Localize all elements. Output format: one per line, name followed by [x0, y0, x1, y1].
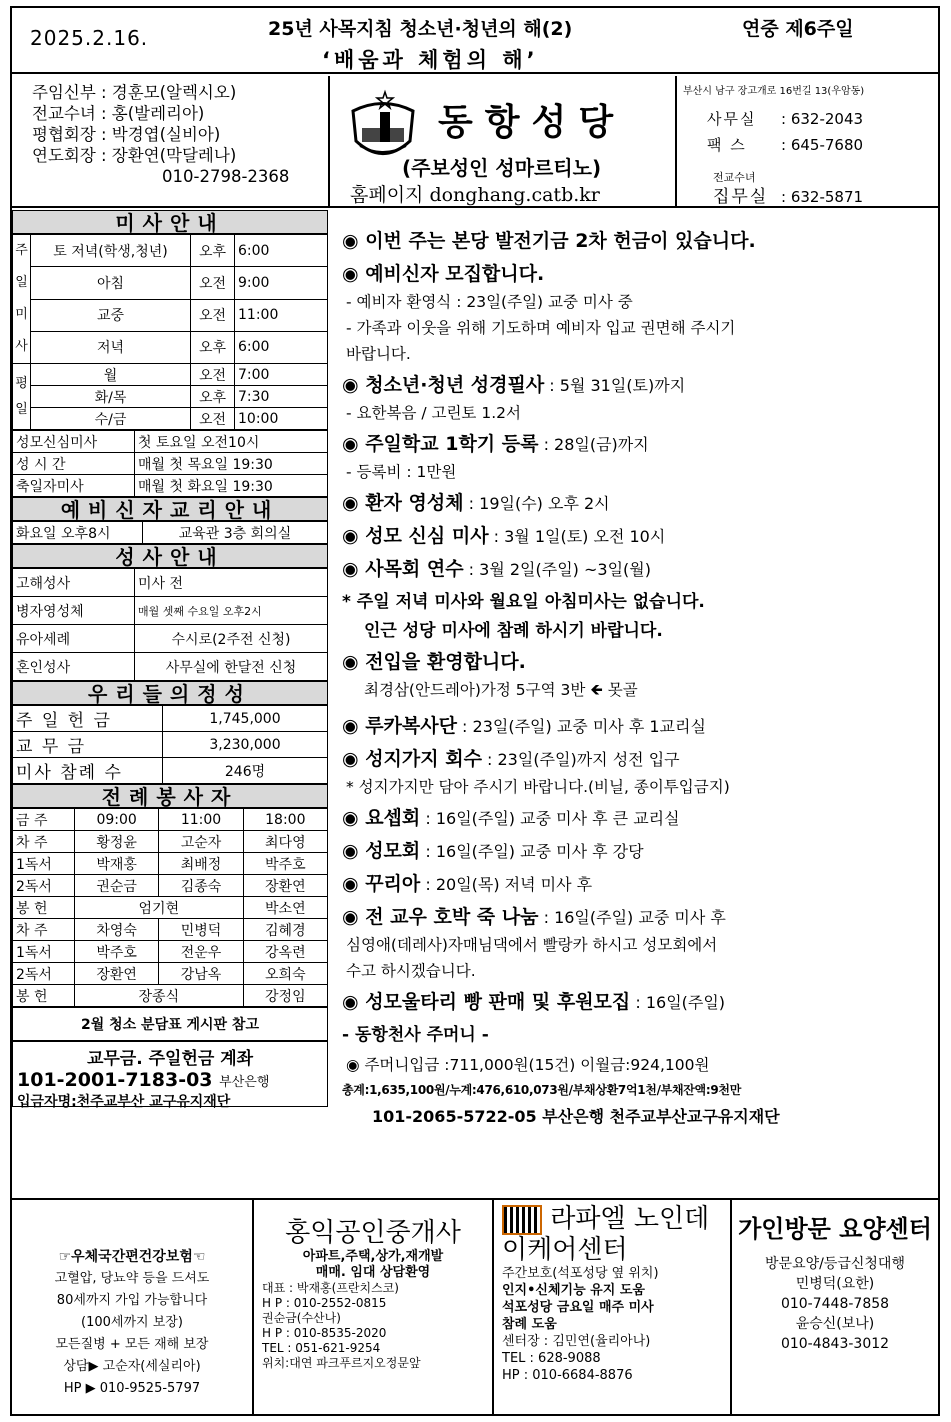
pouch-bank: 101-2065-5722-05 부산은행 천주교부산교구유지재단 — [372, 1107, 780, 1126]
pastoral-year: 25년 사목지침 청소년·청년의 해(2) — [268, 18, 573, 40]
ad-line: 매매. 임대 상담환영 — [315, 1265, 431, 1280]
sacraments-title: 성사안내 — [12, 544, 328, 568]
table-row: 저녁 오후 6:00 — [13, 331, 328, 363]
ad-line: HP ▶ 010-9525-5797 — [63, 1381, 201, 1396]
table-row: 성모신심미사 첫 토요일 오전10시 — [13, 431, 328, 453]
notice-item: - 등록비 : 1만원 — [346, 463, 457, 481]
staff-line: 주임신부 : 경훈모(알렉시오) — [32, 83, 237, 102]
notice-item: * 주일 저녁 미사와 월요일 아침미사는 없습니다. — [342, 592, 705, 612]
table-row: 화/목 오후 7:30 — [13, 386, 328, 408]
ad-insurance — [12, 1200, 254, 1416]
table-row: 병자영성체 매월 셋째 수요일 오후2시 — [13, 597, 328, 625]
pouch-total: 총계:1,635,100원/누계:476,610,073원/부채상환7억1천/부채잔액:9천만 — [342, 1083, 741, 1097]
staff-phone: 010-2798-2368 — [162, 167, 290, 186]
table-row: 차 주 황정윤 고순자 최다영 — [13, 831, 328, 853]
notice-item: ◉ 성모울타리 빵 판매 및 후원모집 : 16일(주일) — [342, 991, 726, 1013]
finance-title: 우리들의정성 — [12, 681, 328, 705]
ad-line: 권순금(수산나) — [262, 1311, 341, 1325]
staff-line: 평협회장 : 박경엽(실비아) — [32, 125, 221, 144]
ad-title: 가인방문 요양센터 — [738, 1215, 932, 1243]
pouch-line: ◉ 주머니입금 :711,000원(15건) 이월금:924,100원 — [346, 1056, 710, 1074]
notice-item: ◉ 꾸리아 : 20일(목) 저녁 미사 후 — [342, 873, 593, 895]
ad-line: 010-7448-7858 — [780, 1296, 890, 1312]
homepage-link[interactable]: 홈페이지 donghang.catb.kr — [350, 184, 600, 206]
ad-line: 아파트,주택,상가,재개발 — [302, 1249, 444, 1264]
table-row: 교중 오전 11:00 — [13, 299, 328, 331]
ad-line: 참례 도움 — [502, 1316, 557, 1332]
table-row: 금 주 09:00 11:00 18:00 — [13, 809, 328, 831]
ad-line: 80세까지 가입 가능합니다 — [56, 1293, 208, 1308]
ad-line: HP : 010-6684-8876 — [502, 1367, 633, 1383]
ad-line: 모든질병 + 모든 재해 보장 — [55, 1337, 209, 1352]
table-row: 주 일 미 사 토 저녁(학생,청년) 오후 6:00 — [13, 235, 328, 267]
account-holder: 입금자명:천주교부산 교구유지재단 — [17, 1094, 231, 1110]
ad-realty — [254, 1200, 494, 1416]
ad-line: H P : 010-8535-2020 — [262, 1326, 387, 1340]
catechumen-table — [12, 521, 328, 544]
table-row: 혼인성사 사무실에 한달전 신청 — [13, 653, 328, 681]
ad-line: 대표 : 박재홍(프란치스코) — [262, 1281, 399, 1295]
notices-list — [342, 226, 932, 1045]
table-row: 화요일 오후8시 교육관 3층 회의실 — [13, 522, 328, 544]
patron-saint: (주보성인 성마르티노) — [402, 156, 602, 180]
church-logo-box — [330, 76, 677, 208]
ad-line: H P : 010-2552-0815 — [262, 1296, 387, 1310]
notice-item: ◉ 요셉회 : 16일(주일) 교중 미사 후 큰 교리실 — [342, 807, 680, 829]
ad-line: 010-4843-3012 — [780, 1336, 890, 1352]
ad-daycare — [494, 1200, 732, 1416]
ad-line: 방문요양/등급신청대행 — [765, 1256, 905, 1272]
servers-title: 전례봉사자 — [12, 784, 328, 808]
sister-small-label: 전교수녀 — [713, 171, 756, 184]
account-box — [12, 1041, 328, 1110]
table-row: 1독서 박재홍 최배정 박주호 — [13, 853, 328, 875]
notice-item: 바랍니다. — [346, 345, 411, 363]
notice-item: 수고 하시겠습니다. — [346, 962, 476, 980]
notice-item: ◉ 환자 영성체 : 19일(수) 오후 2시 — [342, 492, 610, 514]
notice-item: 심영애(데레사)자매님댁에서 빨랑카 하시고 성모회에서 — [346, 936, 718, 954]
servers-table — [12, 808, 328, 1007]
sister-phone-row: 집무실 : 632-5871 — [713, 187, 864, 207]
fax-row: 팩 스 : 645-7680 — [707, 136, 864, 154]
ad-line: 주간보호(석포성당 옆 위치) — [502, 1265, 659, 1281]
qr-code-icon — [502, 1205, 542, 1235]
bulletin-page — [10, 6, 940, 1416]
mass-table — [12, 234, 328, 430]
mass-title: 미사안내 — [12, 210, 328, 234]
notice-item: ◉ 루카복사단 : 23일(주일) 교중 미사 후 1교리실 — [342, 715, 706, 737]
ad-line: 상담▶ 고순자(세실리아) — [63, 1359, 201, 1374]
table-row: 1독서 박주호 전운우 강옥련 — [13, 941, 328, 963]
catechumen-title: 예비신자교리안내 — [12, 497, 328, 521]
ad-line: (100세까지 보장) — [81, 1315, 183, 1330]
table-row: 2독서 장환연 강남옥 오희숙 — [13, 963, 328, 985]
notice-item: ◉ 이번 주는 본당 발전기금 2차 헌금이 있습니다. — [342, 230, 756, 252]
ad-line: TEL : 051-621-9254 — [262, 1341, 381, 1355]
notice-item: ◉ 주일학교 1학기 등록 : 28일(금)까지 — [342, 433, 649, 455]
liturgical-week: 연중 제6주일 — [742, 18, 854, 40]
table-row: 평 일 월 오전 7:00 — [13, 364, 328, 386]
notice-item: 인근 성당 미사에 참례 하시기 바랍니다. — [364, 621, 663, 641]
ads-row — [12, 1198, 938, 1414]
notice-item: ◉ 사목회 연수 : 3월 2일(주일) ~3일(월) — [342, 558, 651, 580]
table-row: 봉 헌 장종식 강정임 — [13, 985, 328, 1007]
mass-extra-table — [12, 430, 328, 497]
notice-item: ◉ 청소년·청년 성경필사 : 5월 31일(토)까지 — [342, 374, 686, 396]
ad-title: 홍익공인중개사 — [285, 1218, 461, 1248]
staff-box — [12, 76, 330, 208]
office-phone-row: 사무실 : 632-2043 — [707, 110, 864, 128]
table-row: 주 일 헌 금 1,745,000 — [13, 706, 328, 732]
table-row: 차 주 차영숙 민병덕 김혜경 — [13, 919, 328, 941]
left-column — [12, 210, 330, 1110]
ad-line: 센터장 : 김민연(율리아나) — [502, 1333, 651, 1349]
notice-item: ◉ 성모 신심 미사 : 3월 1일(토) 오전 10시 — [342, 525, 666, 547]
year-theme: ‘배움과 체험의 해’ — [322, 48, 539, 72]
account-number: 101-2001-7183-03 부산은행 — [17, 1069, 270, 1091]
table-row: 유아세례 수시로(2주전 신청) — [13, 625, 328, 653]
ad-title: ☞우체국간편건강보험☜ — [58, 1249, 206, 1265]
church-address: 부산시 남구 장고개로 16번길 13(우암동) — [683, 86, 865, 97]
finance-table — [12, 705, 328, 784]
notice-item: 최경삼(안드레아)가정 5구역 3반 🡸 못골 — [364, 681, 638, 699]
ad-line: 석포성당 금요일 매주 미사 — [502, 1299, 654, 1315]
notice-item: ◉ 성지가지 회수 : 23일(주일)까지 성전 입구 — [342, 748, 680, 770]
staff-line: 연도회장 : 장환연(막달레나) — [32, 146, 237, 165]
notice-item: ◉ 전입을 환영합니다. — [342, 651, 526, 673]
ad-homecare — [732, 1200, 938, 1416]
church-name: 동항성당 — [438, 102, 626, 143]
notice-item: ◉ 예비신자 모집합니다. — [342, 263, 545, 285]
notice-item: - 동항천사 주머니 - — [342, 1025, 489, 1045]
ad-line: 민병덕(요한) — [795, 1276, 875, 1292]
table-row: 교 무 금 3,230,000 — [13, 732, 328, 758]
table-row: 아침 오전 9:00 — [13, 267, 328, 299]
notice-item: ◉ 전 교우 호박 죽 나눔 : 16일(주일) 교중 미사 후 — [342, 906, 726, 928]
table-row: 축일자미사 매월 첫 화요일 19:30 — [13, 475, 328, 497]
contact-box — [677, 76, 938, 208]
bulletin-date: 2025.2.16. — [30, 26, 149, 50]
cleaning-note: 2월 청소 분담표 게시판 참고 — [12, 1007, 328, 1041]
notice-item: - 가족과 이웃을 위해 기도하며 예비자 입교 권면해 주시기 — [346, 319, 736, 337]
ad-line: 고혈압, 당뇨약 등을 드셔도 — [54, 1271, 210, 1286]
notice-item: - 예비자 환영식 : 23일(주일) 교중 미사 중 — [346, 293, 633, 311]
table-row: 미사 참례 수 246명 — [13, 758, 328, 784]
ad-title: 라파엘 노인데이케어센터 — [502, 1204, 710, 1265]
ad-line: TEL : 628-9088 — [502, 1350, 601, 1366]
sacraments-table — [12, 568, 328, 681]
notice-item: ◉ 성모회 : 16일(주일) 교중 미사 후 강당 — [342, 840, 644, 862]
table-row: 봉 헌 엄기현 박소연 — [13, 897, 328, 919]
table-row: 성 시 간 매월 첫 목요일 19:30 — [13, 453, 328, 475]
table-row: 수/금 오전 10:00 — [13, 408, 328, 430]
notice-item: - 요한복음 / 고린토 1.2서 — [346, 404, 521, 422]
notice-item: * 성지가지만 담아 주시기 바랍니다.(비닐, 종이투입금지) — [346, 778, 730, 796]
ad-line: 위치:대연 파크푸르지오정문앞 — [262, 1356, 421, 1370]
notices-column — [342, 220, 932, 1127]
staff-line: 전교수녀 : 홍(발레리아) — [32, 104, 205, 123]
table-row: 고해성사 미사 전 — [13, 569, 328, 597]
account-title: 교무금. 주일헌금 계좌 — [86, 1049, 254, 1069]
table-row: 2독서 권순금 김종숙 장환연 — [13, 875, 328, 897]
ad-line: 인지•신체기능 유지 도움 — [502, 1282, 645, 1298]
header — [12, 8, 938, 74]
ad-line: 윤승신(보나) — [795, 1316, 875, 1332]
